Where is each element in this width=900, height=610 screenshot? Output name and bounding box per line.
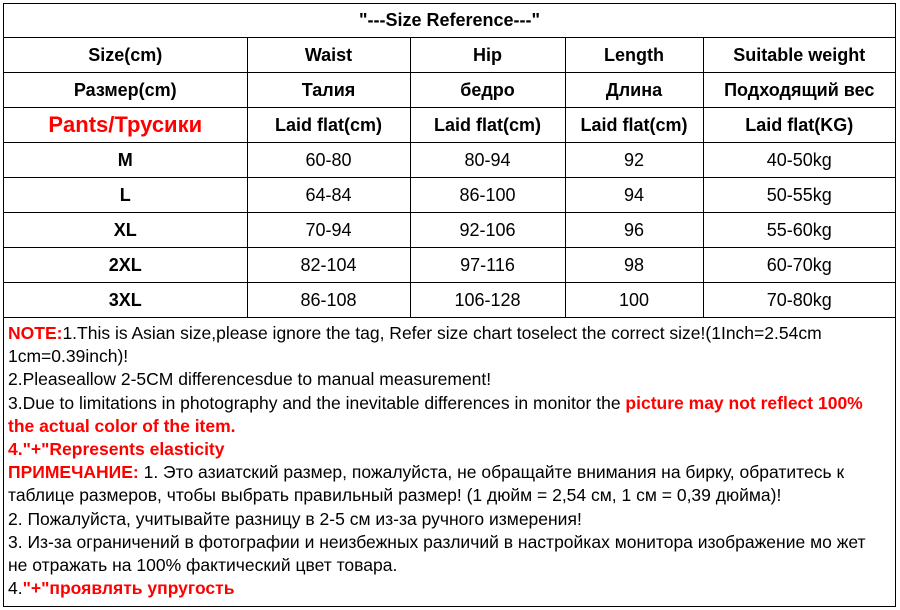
table-cell: 97-116 [410,248,565,283]
table-cell: 55-60kg [703,213,895,248]
note-text: 1.This is Asian size,please ignore the tag, Refer size chart toselect the correct size!(1Inch=2.54cm 1cm=0.39inch)! [8,323,822,367]
note-warning: "+"проявлять упругость [22,578,235,599]
header-row-english [4,38,895,73]
table-cell: 40-50kg [703,143,895,178]
note-text: 4. [8,578,23,599]
note-warning: picture may not reflect 100% the actual color of the item. [8,392,863,436]
note-ru-3: 3. Из-за ограничений в фотографии и неизбежных различий в настройках монитора изображение мо жет не отражать на 100% фактический цвет товара. [8,531,866,576]
size-cell: M [4,143,247,178]
header-cell: Length [565,38,703,73]
note-2: 2.Pleaseallow 2-5CM differencesdue to manual measurement! [8,369,492,390]
header-cell: Подходящий вес [703,73,895,108]
table-cell: 50-55kg [703,178,895,213]
table-cell: 60-80 [247,143,410,178]
table-cell: 92 [565,143,703,178]
table-cell: 60-70kg [703,248,895,283]
table-cell: 80-94 [410,143,565,178]
header-cell: Laid flat(cm) [410,108,565,143]
note-ru-4 [8,577,889,600]
header-cell: Размер(cm) [4,73,247,108]
notes-section [4,318,895,600]
table-cell: 70-94 [247,213,410,248]
note-ru-1 [8,461,889,507]
table-cell: 100 [565,283,703,318]
header-cell: Suitable weight [703,38,895,73]
note-label: NOTE: [8,323,63,343]
header-cell: Длина [565,73,703,108]
table-cell: 106-128 [410,283,565,318]
size-chart [3,3,896,607]
header-cell: Hip [410,38,565,73]
note-1 [8,322,889,368]
table-cell: 98 [565,248,703,283]
note-text: 3.Due to limitations in photography and the inevitable differences in monitor the [8,392,626,413]
table-cell: 86-108 [247,283,410,318]
header-row-russian [4,73,895,108]
header-cell: Талия [247,73,410,108]
table-cell: 64-84 [247,178,410,213]
header-cell: Size(cm) [4,38,247,73]
table-cell: 94 [565,178,703,213]
note-ru-2: 2. Пожалуйста, учитывайте разницу в 2-5 см из-за ручного измерения! [8,508,582,529]
size-cell: 2XL [4,248,247,283]
table-cell: 82-104 [247,248,410,283]
header-cell: бедро [410,73,565,108]
table-title: "---Size Reference---" [4,4,895,38]
size-reference-table [4,4,895,318]
size-cell: 3XL [4,283,247,318]
header-cell: Laid flat(cm) [247,108,410,143]
note-3 [8,392,889,438]
header-cell: Waist [247,38,410,73]
size-cell: L [4,178,247,213]
table-cell: 96 [565,213,703,248]
note-text: 1. Это азиатский размер, пожалуйста, не обращайте внимания на бирку, обратитесь к таблице размеров, чтобы выбрать правильный размер! (1 дюйм = 2,54 см, 1 см = 0,39 дюйма)! [8,462,845,506]
table-cell: 92-106 [410,213,565,248]
table-row [4,178,895,213]
size-cell: XL [4,213,247,248]
note-4: 4."+"Represents elasticity [8,439,225,460]
note-label-ru: ПРИМЕЧАНИЕ: [8,462,139,483]
table-row [4,143,895,178]
table-row [4,248,895,283]
header-cell: Laid flat(KG) [703,108,895,143]
header-row-units [4,108,895,143]
table-cell: 70-80kg [703,283,895,318]
header-cell: Laid flat(cm) [565,108,703,143]
table-row [4,283,895,318]
product-type-label: Pants/Трусики [4,108,247,143]
table-cell: 86-100 [410,178,565,213]
table-row [4,213,895,248]
